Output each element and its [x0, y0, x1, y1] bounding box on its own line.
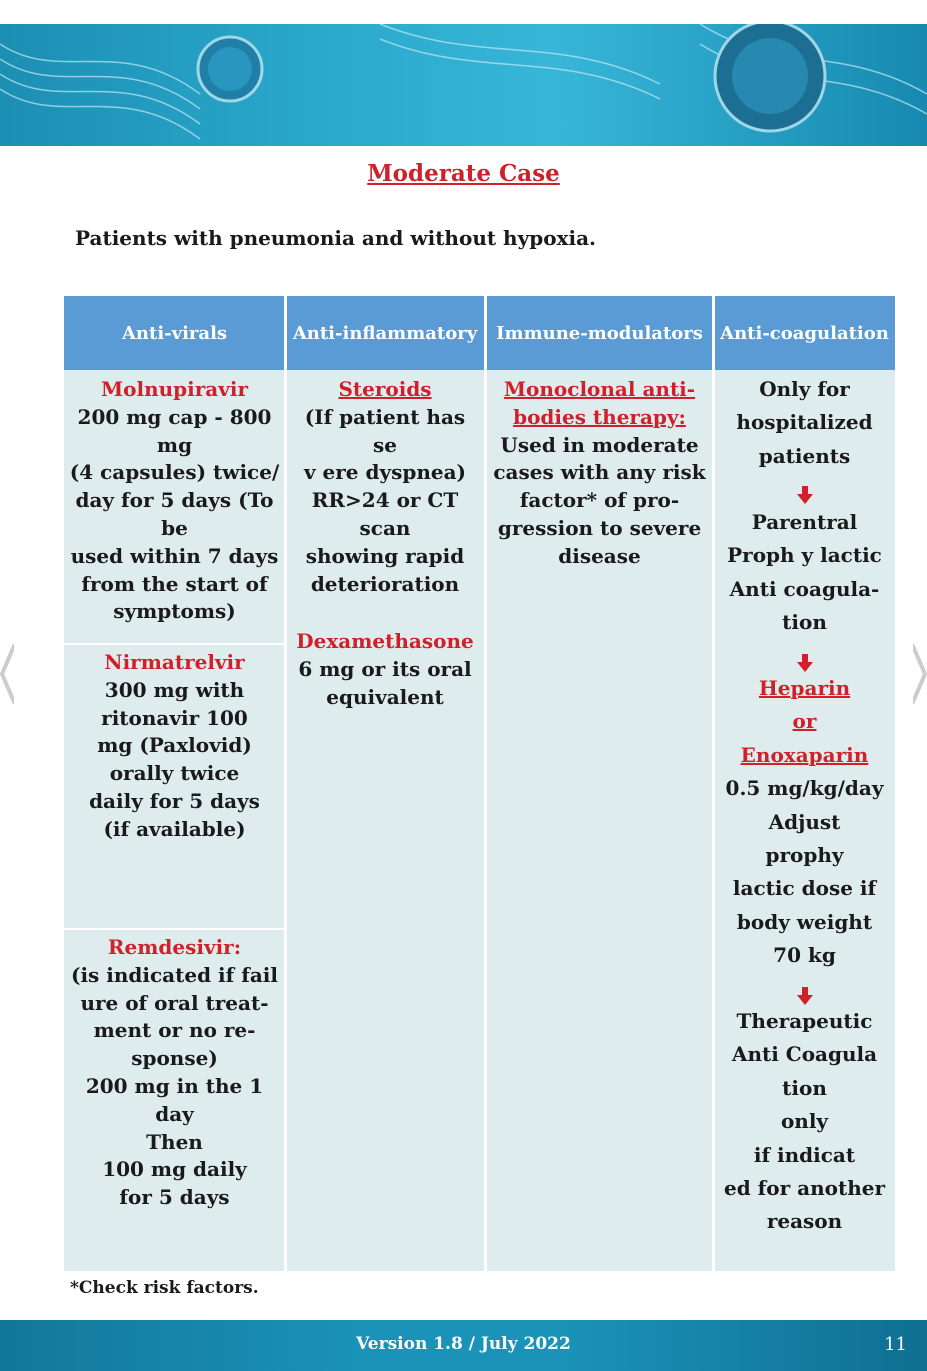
anticoag-heparin: Heparin or Enoxaparin 0.5 mg/kg/day Adjust prophy lactic dose if body weight 70 kg [725, 676, 884, 968]
header-anticoagulation: Anti-coagulation [714, 296, 895, 370]
divider [64, 643, 285, 645]
header-antivirals: Anti-virals [64, 296, 285, 370]
virus-decoration [0, 24, 927, 146]
drug-remdesivir: Remdesivir: (is indicated if fail ure of oral treat- ment or no re- sponse) 200 mg in the 1 day Then 100 mg daily for 5 days [64, 934, 285, 1212]
steroids-title: Steroids [338, 377, 432, 401]
page-subtitle: Patients with pneumonia and without hypoxia. [75, 226, 596, 250]
arrow-down-icon [797, 987, 813, 1005]
arrow-down-icon [797, 486, 813, 504]
dexamethasone-block: Dexamethasone 6 mg or its oral equivalent [285, 628, 485, 711]
steroids-block: Steroids (If patient has se v ere dyspnea) RR>24 or CT scan showing rapid deterioration [285, 376, 485, 598]
monoclonal-title: Monoclonal anti- [503, 377, 696, 401]
drug-name: Nirmatrelvir [104, 650, 245, 674]
version-label: Version 1.8 / July 2022 [356, 1334, 571, 1354]
footer-bar [0, 1320, 927, 1371]
treatment-table [64, 296, 895, 1271]
monoclonal-block: Monoclonal anti- bodies therapy: Used in moderate cases with any risk factor* of pro- gression to severe disease [485, 376, 714, 571]
drug-molnupiravir: Molnupiravir 200 mg cap - 800 mg (4 capsules) twice/ day for 5 days (To be used within 7 days from the start of symptoms) [64, 376, 285, 626]
header-banner [0, 0, 927, 146]
anticoag-hospitalized: Only for hospitalized patients [736, 377, 873, 468]
next-page-icon[interactable] [913, 638, 927, 718]
header-antiinflammatory: Anti-inflammatory [285, 296, 485, 370]
drug-nirmatrelvir: Nirmatrelvir 300 mg with ritonavir 100 mg (Paxlovid) orally twice daily for 5 days (if available) [64, 649, 285, 844]
divider [64, 928, 285, 930]
anticoag-parentral: Parentral Proph y lactic Anti coagula- tion [727, 510, 882, 635]
previous-page-icon[interactable] [0, 638, 14, 718]
dexamethasone-title: Dexamethasone [296, 629, 474, 653]
anticoag-therapeutic: Therapeutic Anti Coagula tion only if indicat ed for another reason [724, 1009, 885, 1234]
page-number: 11 [884, 1334, 907, 1355]
footnote: *Check risk factors. [70, 1278, 259, 1298]
header-immunomodulators: Immune-modulators [485, 296, 714, 370]
drug-name: Remdesivir: [107, 935, 242, 959]
arrow-down-icon [797, 654, 813, 672]
drug-name: Molnupiravir [101, 377, 248, 401]
page-title: Moderate Case [367, 160, 560, 187]
